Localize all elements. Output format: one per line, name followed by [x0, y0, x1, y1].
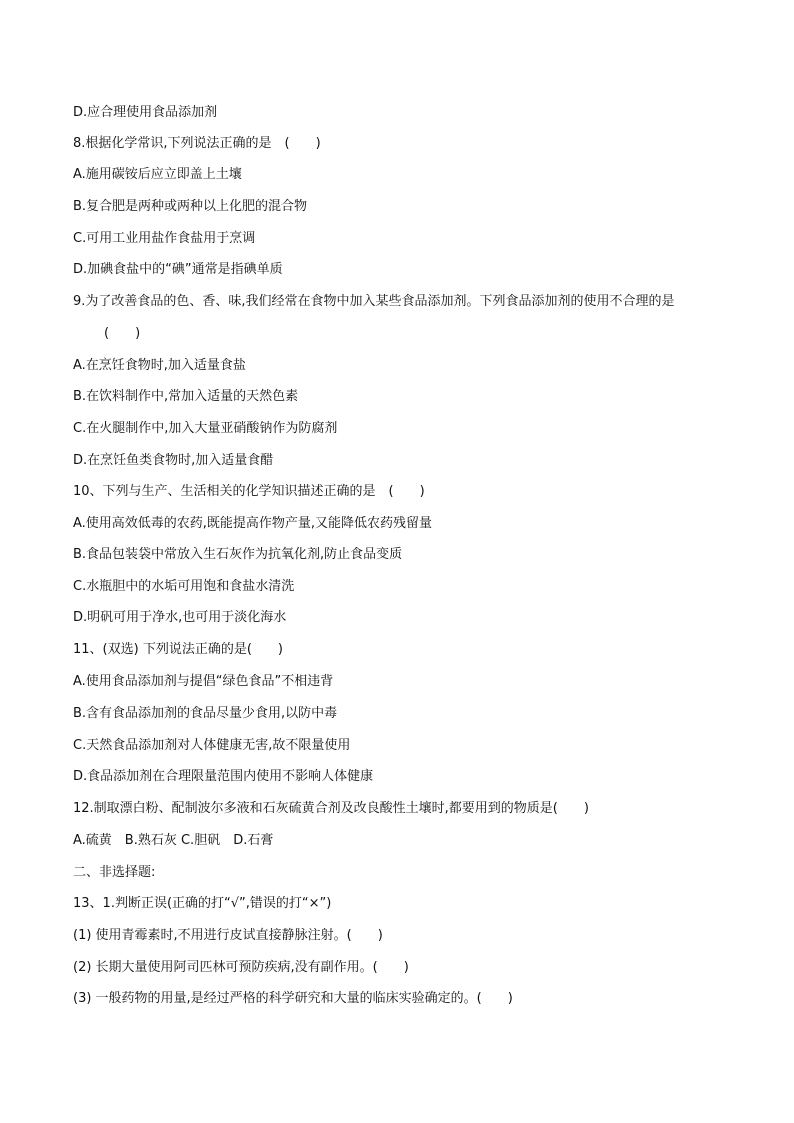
judgement-item-1: (1) 使用青霉素时,不用进行皮试直接静脉注射。( ) — [73, 928, 383, 943]
question-12-options: A.硫黄 B.熟石灰 C.胆矾 D.石膏 — [73, 833, 274, 848]
option-9d: D.在烹饪鱼类食物时,加入适量食醋 — [73, 453, 274, 468]
option-11d: D.食品添加剂在合理限量范围内使用不影响人体健康 — [73, 769, 374, 784]
judgement-item-3: (3) 一般药物的用量,是经过严格的科学研究和大量的临床实验确定的。( ) — [73, 991, 513, 1006]
option-9b: B.在饮料制作中,常加入适量的天然色素 — [73, 389, 299, 404]
question-13-stem: 13、1.判断正误(正确的打“√”,错误的打“×”) — [73, 896, 332, 911]
option-11c: C.天然食品添加剂对人体健康无害,故不限量使用 — [73, 738, 351, 753]
question-10-stem: 10、下列与生产、生活相关的化学知识描述正确的是 ( ) — [73, 484, 425, 499]
option-9a: A.在烹饪食物时,加入适量食盐 — [73, 358, 246, 373]
option-9c: C.在火腿制作中,加入大量亚硝酸钠作为防腐剂 — [73, 421, 338, 436]
question-9-answer-blank: ( ) — [104, 326, 141, 341]
option-8b: B.复合肥是两种或两种以上化肥的混合物 — [73, 199, 308, 214]
judgement-item-2: (2) 长期大量使用阿司匹林可预防疾病,没有副作用。( ) — [73, 960, 409, 975]
option-11a: A.使用食品添加剂与提倡“绿色食品”不相违背 — [73, 674, 334, 689]
question-9-stem: 9.为了改善食品的色、香、味,我们经常在食物中加入某些食品添加剂。下列食品添加剂的使用不合理的是 — [73, 294, 675, 309]
option-7d: D.应合理使用食品添加剂 — [73, 105, 218, 120]
question-12-stem: 12.制取漂白粉、配制波尔多液和石灰硫黄合剂及改良酸性土壤时,都要用到的物质是( ) — [73, 801, 589, 816]
question-11-stem: 11、(双选) 下列说法正确的是( ) — [73, 642, 283, 657]
option-8d: D.加碘食盐中的“碘”通常是指碘单质 — [73, 262, 283, 277]
option-10b: B.食品包装袋中常放入生石灰作为抗氧化剂,防止食品变质 — [73, 547, 403, 562]
option-8c: C.可用工业用盐作食盐用于烹调 — [73, 231, 256, 246]
option-10d: D.明矾可用于净水,也可用于淡化海水 — [73, 610, 287, 625]
option-8a: A.施用碳铵后应立即盖上土壤 — [73, 167, 242, 182]
option-11b: B.含有食品添加剂的食品尽量少食用,以防中毒 — [73, 706, 338, 721]
option-10a: A.使用高效低毒的农药,既能提高作物产量,又能降低农药残留量 — [73, 516, 433, 531]
option-10c: C.水瓶胆中的水垢可用饱和食盐水清洗 — [73, 579, 295, 594]
section-2-heading: 二、非选择题: — [73, 865, 156, 880]
question-8-stem: 8.根据化学常识,下列说法正确的是 ( ) — [73, 136, 321, 151]
